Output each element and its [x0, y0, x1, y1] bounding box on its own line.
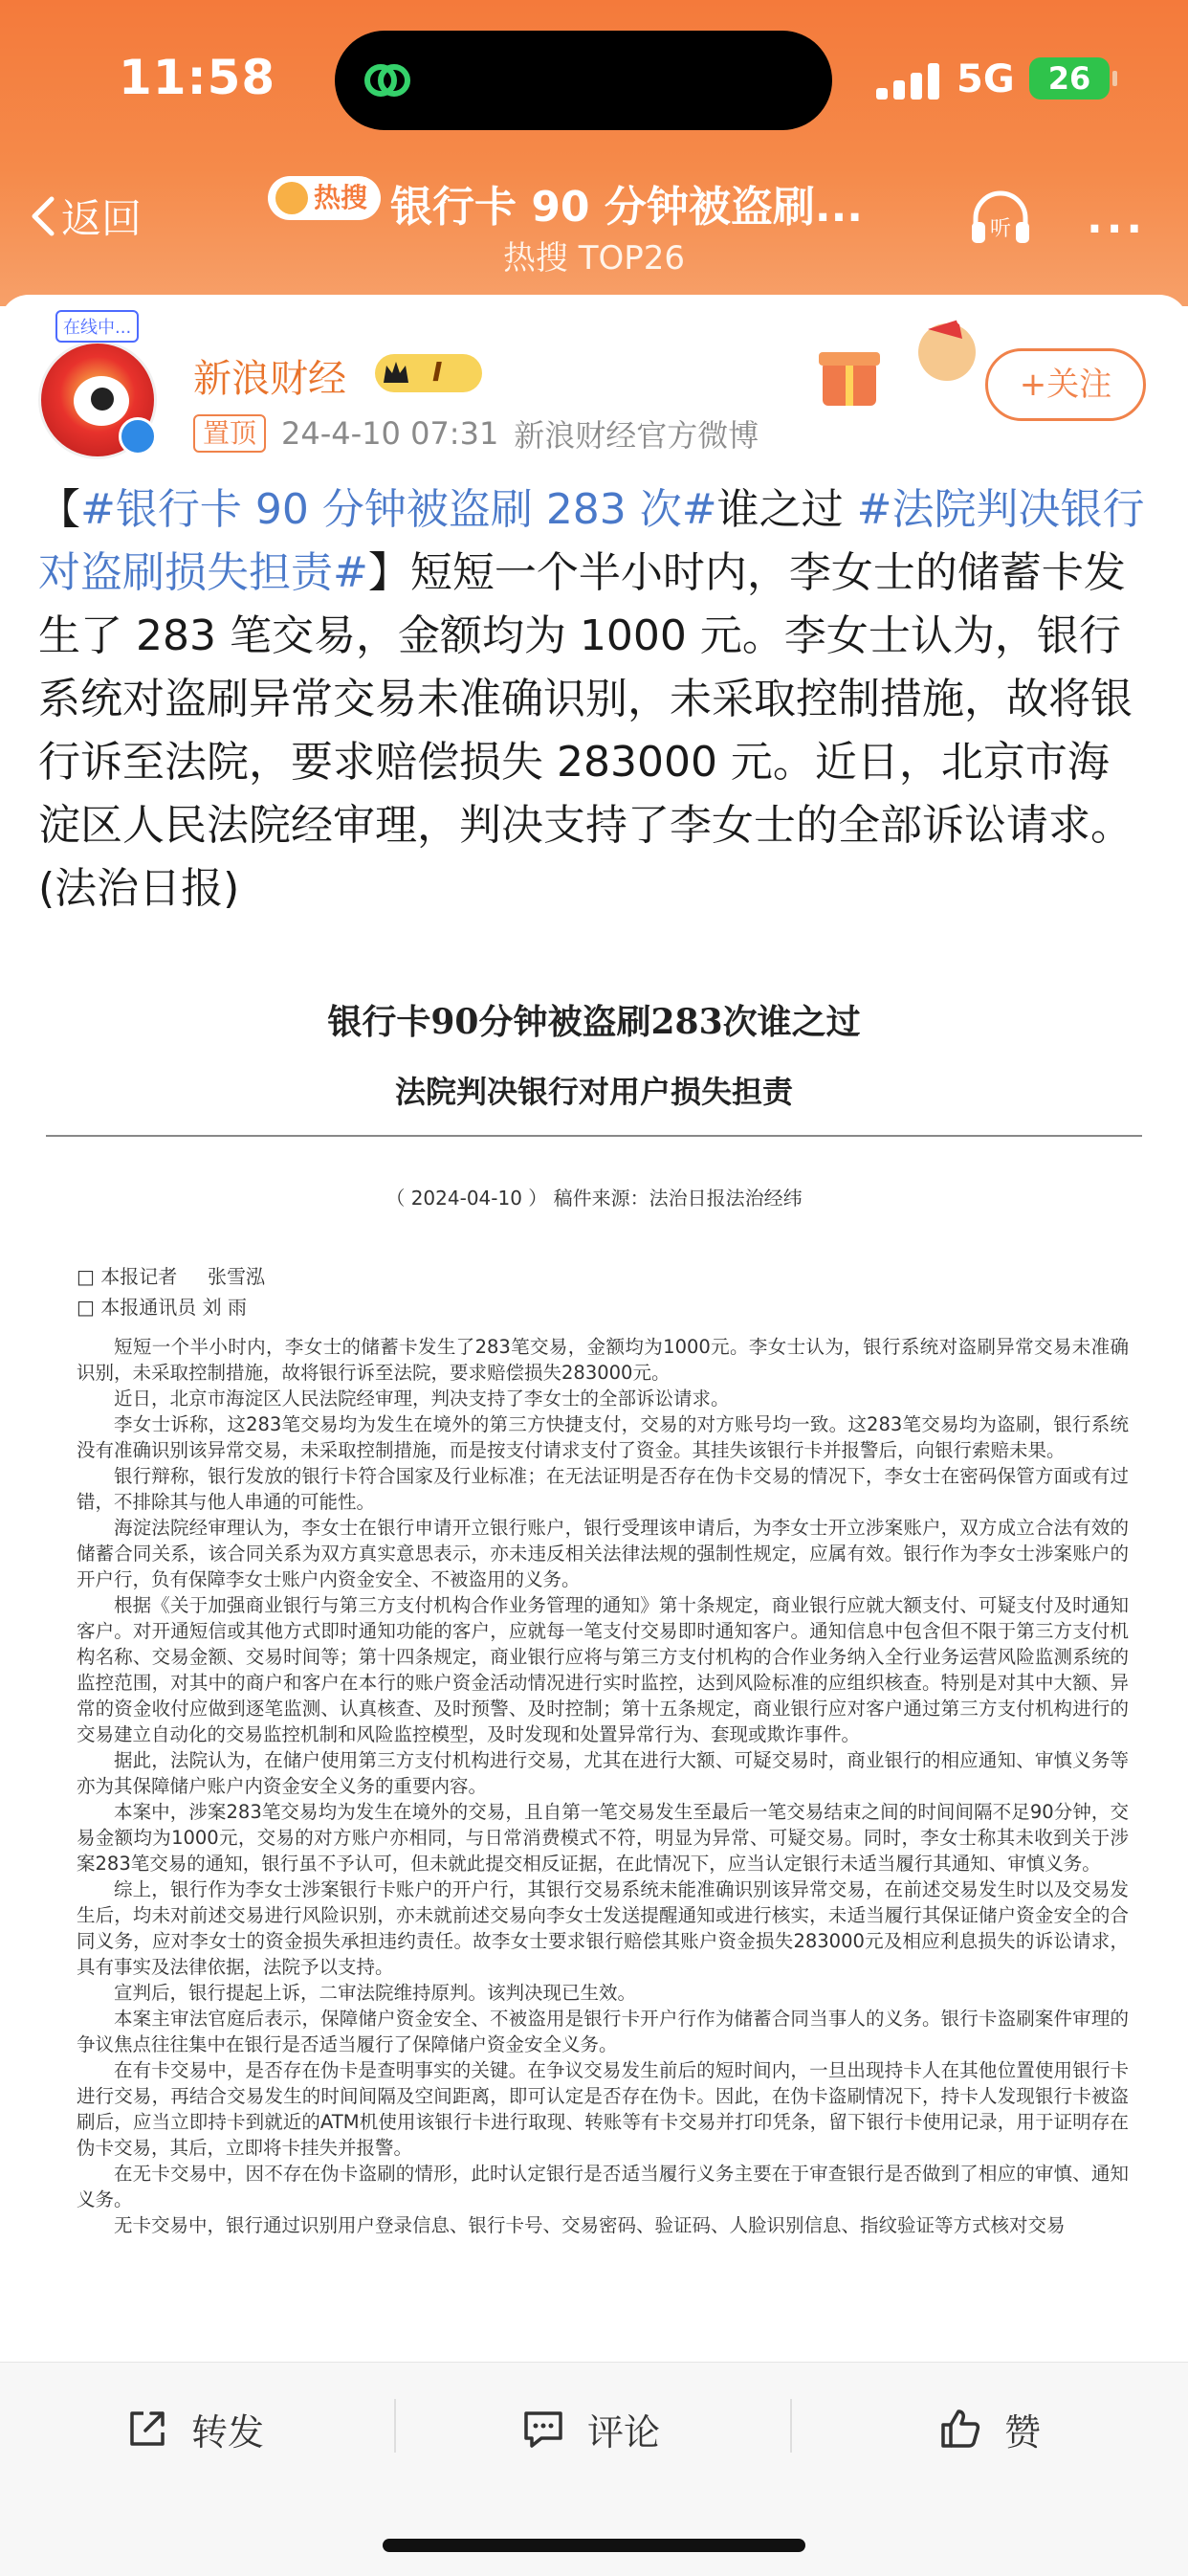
article-paragraph: 海淀法院经审理认为，李女士在银行申请开立银行账户，银行受理该申请后，为李女士开立涉案账户，双方成立合法有效的储蓄合同关系，该合同关系为双方真实意思表示，亦未违反相关法律法规的强制性规定，应属有效。银行作为李女士涉案账户的开户行，负有保障李女士账户内资金安全、不被盗用的义务。 [77, 1517, 1129, 1590]
article-paragraph: 综上，银行作为李女士涉案银行卡账户的开户行，其银行交易系统未能准确识别该异常交易，在前述交易发生时以及交易发生后，均未对前述交易进行风险识别，亦未就前述交易向李女士发送提醒通知或进行核实，未适当履行其保证储户资金安全的合同义务，应对李女士的资金损失承担违约责任。故李女士要求银行赔偿其账户资金损失283000元及相应利息损失的诉讼请求，具有事实及法律依据，法院予以支持。 [77, 1878, 1129, 1978]
verified-icon [119, 417, 157, 455]
avatar-pupil [91, 388, 114, 411]
status-bar [0, 0, 1188, 153]
bottom-action-bar [0, 2362, 1188, 2576]
article-paragraph: 银行辩称，银行发放的银行卡符合国家及行业标准；在无法证明是否存在伪卡交易的情况下，李女士在密码保管方面或有过错，不排除其与他人串通的可能性。 [77, 1465, 1129, 1513]
article-paragraph: 无卡交易中，银行通过识别用户登录信息、银行卡号、交易密码、验证码、人脸识别信息、指纹验证等方式核对交易 [114, 2214, 1066, 2236]
status-time: 11:58 [119, 50, 276, 105]
nav-bar [0, 163, 1188, 287]
article-fade [27, 2314, 1161, 2352]
action-divider [394, 2399, 396, 2453]
page-subtitle: 热搜 TOP26 [502, 239, 686, 278]
battery-icon: 26 [1029, 57, 1110, 100]
more-options-button[interactable]: ··· [1087, 205, 1147, 254]
article-body [77, 1334, 1129, 2238]
member-level-badge [375, 354, 482, 392]
thumbs-up-icon [937, 2406, 983, 2452]
article-divider [46, 1135, 1142, 1137]
article-paragraph: 本案主审法官庭后表示，保障储户资金安全、不被盗用是银行卡开户行作为储蓄合同当事人的义务。银行卡盗刷案件审理的争议焦点往往集中在银行是否适当履行了保障储户资金安全义务。 [77, 2008, 1129, 2055]
article-paragraph: 宣判后，银行提起上诉，二审法院维持原判。该判决现已生效。 [114, 1982, 637, 2004]
action-divider [790, 2399, 792, 2453]
article-image[interactable] [27, 945, 1161, 2352]
post-content [38, 478, 1150, 921]
level-label: I [432, 356, 443, 388]
back-label: 返回 [61, 195, 143, 242]
header [0, 0, 1188, 306]
home-indicator[interactable] [383, 2539, 805, 2552]
svg-text:听: 听 [989, 217, 1012, 241]
signal-icon [876, 63, 939, 100]
bracket-open: 【 [38, 485, 80, 534]
comment-label: 评论 [587, 2410, 661, 2454]
article-paragraph: 根据《关于加强商业银行与第三方支付机构合作业务管理的通知》第十条规定，商业银行应就大额支付、可疑支付及时通知客户。对开通短信或其他方式即时通知功能的客户，应就每一笔支付交易即时通知客户。通知信息中包含但不限于第三方支付机构名称、交易金额、交易时间等；第十四条规定，商业银行应将与第三方支付机构的合作业务纳入全行业务运营风险监测系统的监控范围，对其中的商户和客户在本行的账户资金活动情况进行实时监控，达到风险标准的应组织核查。特别是对其中大额、异常的资金收付应做到逐笔监测、认真核查、及时预警、及时控制；第十五条规定，商业银行应对客户通过第三方支付机构进行的交易建立自动化的交易监控机制和风险监控模型，及时发现和处置异常行为、套现或欺诈事件。 [77, 1594, 1129, 1745]
post-date: 24-4-10 07:31 [281, 415, 499, 452]
share-icon [124, 2406, 170, 2452]
pinned-badge: 置顶 [193, 414, 266, 453]
comment-icon [520, 2406, 566, 2452]
network-type: 5G [957, 57, 1015, 101]
like-label: 赞 [1004, 2410, 1042, 2454]
crown-icon [381, 358, 411, 389]
article-paragraph: 李女士诉称，这283笔交易均为发生在境外的第三方快捷支付，交易的对方账号均一致。这283笔交易均为盗刷，银行系统没有准确识别该异常交易，未采取控制措施，而是按支付请求支付了资金。其挂失该银行卡并报警后，向银行索赔未果。 [77, 1413, 1129, 1461]
hashtag-link[interactable]: #法院判决银行对盗刷损失担责# [38, 485, 1145, 597]
post-source: 新浪财经官方微博 [514, 417, 759, 454]
article-paragraph: 本案中，涉案283笔交易均为发生在境外的交易，且自第一笔交易发生至最后一笔交易结束之间的时间间隔不足90分钟，交易金额均为1000元，交易的对方账户亦相同，与日常消费模式不符，明显为异常、可疑交易。同时，李女士称其未收到关于涉案283笔交易的通知，银行虽不予认可，但未就此提交相反证据，在此情况下，应当认定银行未适当履行其通知、审慎义务。 [77, 1801, 1129, 1875]
article-paragraph: 据此，法院认为，在储户使用第三方支付机构进行交易，尤其在进行大额、可疑交易时，商业银行的相应通知、审慎义务等亦为其保障储户账户内资金安全义务的重要内容。 [77, 1749, 1129, 1797]
follow-button[interactable]: +关注 [985, 348, 1146, 421]
article-date-line: （ 2024-04-10 ） 稿件来源：法治日报法治经纬 [385, 1187, 803, 1210]
page-title[interactable]: 银行卡 90 分钟被盗刷... [390, 183, 864, 232]
article-title: 银行卡90分钟被盗刷283次谁之过 [327, 1002, 861, 1042]
article-subtitle: 法院判决银行对用户损失担责 [394, 1074, 793, 1110]
hot-search-badge [268, 176, 381, 220]
post-card [0, 295, 1188, 2362]
gift-decoration-icon [794, 314, 1004, 419]
dynamic-island [335, 31, 832, 130]
hot-badge-label: 热搜 [314, 182, 368, 213]
article-byline: □ 本报记者 张雪泓 □ 本报通讯员 刘 雨 [77, 1265, 266, 1319]
link-icon [358, 52, 415, 109]
author-name[interactable]: 新浪财经 [193, 357, 346, 401]
comment-button[interactable] [520, 2395, 660, 2462]
live-status-badge: 在线中... [55, 310, 139, 343]
headphones-icon[interactable] [966, 188, 1035, 249]
article-paragraph: 近日，北京市海淀区人民法院经审理，判决支持了李女士的全部诉讼请求。 [114, 1388, 730, 1410]
post-text-body: 】短短一个半小时内，李女士的储蓄卡发生了 283 笔交易，金额均为 1000 元。李女士认为，银行系统对盗刷异常交易未准确识别，未采取控制措施，故将银行诉至法院，要求赔偿损失 283000 元。近日，北京市海淀区人民法院经审理，判决支持了李女士的全部诉讼请求。(法治日报) [38, 548, 1133, 913]
hashtag-link[interactable]: #银行卡 90 分钟被盗刷 283 次# [80, 485, 717, 534]
like-button[interactable] [937, 2395, 1041, 2462]
article-paragraph: 在有卡交易中，是否存在伪卡是查明事实的关键。在争议交易发生前后的短时间内，一旦出现持卡人在其他位置使用银行卡进行交易，再结合交易发生的时间间隔及空间距离，即可认定是否存在伪卡。因此，在伪卡盗刷情况下，持卡人发现银行卡被盗刷后，应当立即持卡到就近的ATM机使用该银行卡进行取现、转账等有卡交易并打印凭条，留下银行卡使用记录，用于证明存在伪卡交易，其后，立即将卡挂失并报警。 [77, 2059, 1129, 2159]
repost-button[interactable] [124, 2395, 264, 2462]
post-meta [193, 411, 759, 455]
article-paragraph: 短短一个半小时内，李女士的储蓄卡发生了283笔交易，金额均为1000元。李女士认为，银行系统对盗刷异常交易未准确识别，未采取控制措施，故将银行诉至法院，要求赔偿损失283000元。 [77, 1336, 1129, 1384]
article-paragraph: 在无卡交易中，因不存在伪卡盗刷的情形，此时认定银行是否适当履行义务主要在于审查银行是否做到了相应的审慎、通知义务。 [77, 2163, 1129, 2210]
post-text-mid: 谁之过 [716, 485, 857, 534]
repost-label: 转发 [191, 2410, 265, 2454]
hot-icon [275, 182, 308, 214]
